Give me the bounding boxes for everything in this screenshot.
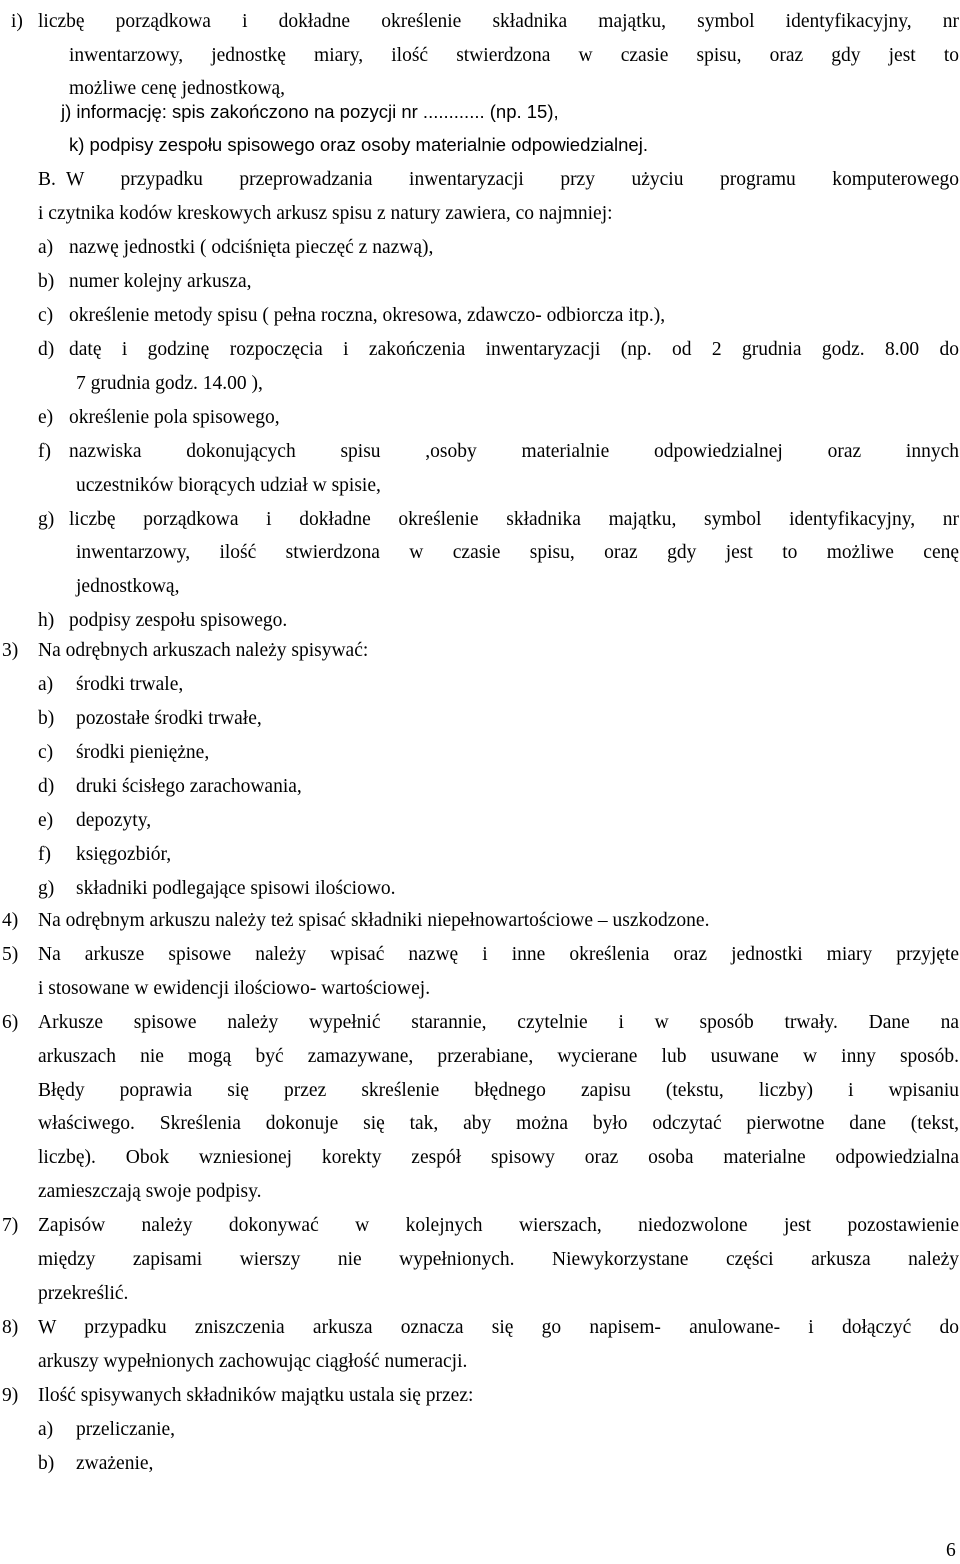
point-3-item-f-label: f) xyxy=(38,844,51,865)
section-b-intro-line-2: i czytnika kodów kreskowych arkusz spisu z natury zawiera, co najmniej: xyxy=(38,203,613,224)
point-3-item-b-text: pozostałe środki trwałe, xyxy=(76,708,262,729)
point-3-item-a-text: środki trwale, xyxy=(76,674,184,695)
item-i-line-1: liczbę porządkowa i dokładne określenie składnika majątku, symbol identyfikacyjny, nr xyxy=(38,11,959,32)
point-8-label: 8) xyxy=(2,1317,19,1338)
section-b-item-c-label: c) xyxy=(38,305,54,326)
section-b-item-e-text: określenie pola spisowego, xyxy=(69,407,280,428)
section-b-item-a-text: nazwę jednostki ( odciśnięta pieczęć z nazwą), xyxy=(69,237,434,258)
section-b-item-h-text: podpisy zespołu spisowego. xyxy=(69,610,288,631)
section-b-item-c-text: określenie metody spisu ( pełna roczna, okresowa, zdawczo- odbiorcza itp.), xyxy=(69,305,666,326)
point-6-label: 6) xyxy=(2,1012,19,1033)
point-7-line-2: między zapisami wierszy nie wypełnionych. Niewykorzystane części arkusza należy xyxy=(38,1249,959,1270)
section-b-item-g-line-2: inwentarzowy, ilość stwierdzona w czasie spisu, oraz gdy jest to możliwe cenę xyxy=(76,542,959,563)
point-3-item-d-label: d) xyxy=(38,776,55,797)
item-k: k) podpisy zespołu spisowego oraz osoby materialnie odpowiedzialnej. xyxy=(69,134,648,155)
point-4-line-1: Na odrębnym arkuszu należy też spisać składniki niepełnowartościowe – uszkodzone. xyxy=(38,910,710,931)
item-i-label: i) xyxy=(11,11,23,32)
section-b-item-e-label: e) xyxy=(38,407,54,428)
point-6-line-6: zamieszczają swoje podpisy. xyxy=(38,1181,262,1202)
item-i-line-2: inwentarzowy, jednostkę miary, ilość stwierdzona w czasie spisu, oraz gdy jest to xyxy=(69,45,959,66)
section-b-item-d-line-1: datę i godzinę rozpoczęcia i zakończenia inwentaryzacji (np. od 2 grudnia godz. 8.00 do xyxy=(69,339,959,360)
section-b-item-f-line-2: uczestników biorących udział w spisie, xyxy=(76,475,381,496)
point-9-text: Ilość spisywanych składników majątku ustala się przez: xyxy=(38,1385,474,1406)
point-4-label: 4) xyxy=(2,910,19,931)
point-3-label: 3) xyxy=(2,640,19,661)
point-3-item-g-text: składniki podlegające spisowi ilościowo. xyxy=(76,878,396,899)
point-7-line-3: przekreślić. xyxy=(38,1283,129,1304)
point-6-line-4: właściwego. Skreślenia dokonuje się tak, aby można było odczytać pierwotne dane (tekst, xyxy=(38,1113,959,1134)
point-5-line-1: Na arkusze spisowe należy wpisać nazwę i inne określenia oraz jednostki miary przyjęte xyxy=(38,944,959,965)
section-b-item-d-line-2: 7 grudnia godz. 14.00 ), xyxy=(76,373,263,394)
point-3-item-c-label: c) xyxy=(38,742,54,763)
section-b-label: B. xyxy=(38,169,56,190)
page-number: 6 xyxy=(946,1540,956,1561)
section-b-item-d-label: d) xyxy=(38,339,55,360)
section-b-item-g-line-1: liczbę porządkowa i dokładne określenie składnika majątku, symbol identyfikacyjny, nr xyxy=(69,509,959,530)
section-b-intro-line-1: W przypadku przeprowadzania inwentaryzacji przy użyciu programu komputerowego xyxy=(66,169,959,190)
point-7-label: 7) xyxy=(2,1215,19,1236)
point-3-item-c-text: środki pieniężne, xyxy=(76,742,210,763)
point-3-text: Na odrębnych arkuszach należy spisywać: xyxy=(38,640,369,661)
section-b-item-g-line-3: jednostkową, xyxy=(76,576,180,597)
section-b-item-g-label: g) xyxy=(38,509,55,530)
point-3-item-b-label: b) xyxy=(38,708,55,729)
point-6-line-3: Błędy poprawia się przez skreślenie błędnego zapisu (tekstu, liczby) i wpisaniu xyxy=(38,1080,959,1101)
section-b-item-a-label: a) xyxy=(38,237,54,258)
point-3-item-e-text: depozyty, xyxy=(76,810,152,831)
point-3-item-d-text: druki ścisłego zarachowania, xyxy=(76,776,302,797)
point-8-line-1: W przypadku zniszczenia arkusza oznacza się go napisem- anulowane- i dołączyć do xyxy=(38,1317,959,1338)
point-3-item-g-label: g) xyxy=(38,878,55,899)
section-b-item-f-line-1: nazwiska dokonujących spisu ,osoby materialnie odpowiedzialnej oraz innych xyxy=(69,441,959,462)
section-b-item-f-label: f) xyxy=(38,441,51,462)
point-6-line-5: liczbę). Obok wzniesionej korekty zespół spisowy oraz osoba materialne odpowiedzialna xyxy=(38,1147,959,1168)
point-5-label: 5) xyxy=(2,944,19,965)
point-6-line-1: Arkusze spisowe należy wypełnić starannie, czytelnie i w sposób trwały. Dane na xyxy=(38,1012,959,1033)
point-3-item-e-label: e) xyxy=(38,810,54,831)
point-8-line-2: arkuszy wypełnionych zachowując ciągłość numeracji. xyxy=(38,1351,468,1372)
point-5-line-2: i stosowane w ewidencji ilościowo- wartościowej. xyxy=(38,978,431,999)
point-9-label: 9) xyxy=(2,1385,19,1406)
point-6-line-2: arkuszach nie mogą być zamazywane, przerabiane, wycierane lub usuwane w inny sposób. xyxy=(38,1046,959,1067)
point-9-item-b-text: zważenie, xyxy=(76,1453,154,1474)
point-9-item-a-text: przeliczanie, xyxy=(76,1419,176,1440)
section-b-item-b-label: b) xyxy=(38,271,55,292)
section-b-item-b-text: numer kolejny arkusza, xyxy=(69,271,252,292)
point-9-item-a-label: a) xyxy=(38,1419,54,1440)
item-j: j) informację: spis zakończono na pozycji nr ............ (np. 15), xyxy=(61,101,559,122)
point-3-item-f-text: księgozbiór, xyxy=(76,844,172,865)
point-7-line-1: Zapisów należy dokonywać w kolejnych wierszach, niedozwolone jest pozostawienie xyxy=(38,1215,959,1236)
point-9-item-b-label: b) xyxy=(38,1453,55,1474)
item-i-line-3: możliwe cenę jednostkową, xyxy=(69,78,286,99)
point-3-item-a-label: a) xyxy=(38,674,54,695)
section-b-item-h-label: h) xyxy=(38,610,55,631)
